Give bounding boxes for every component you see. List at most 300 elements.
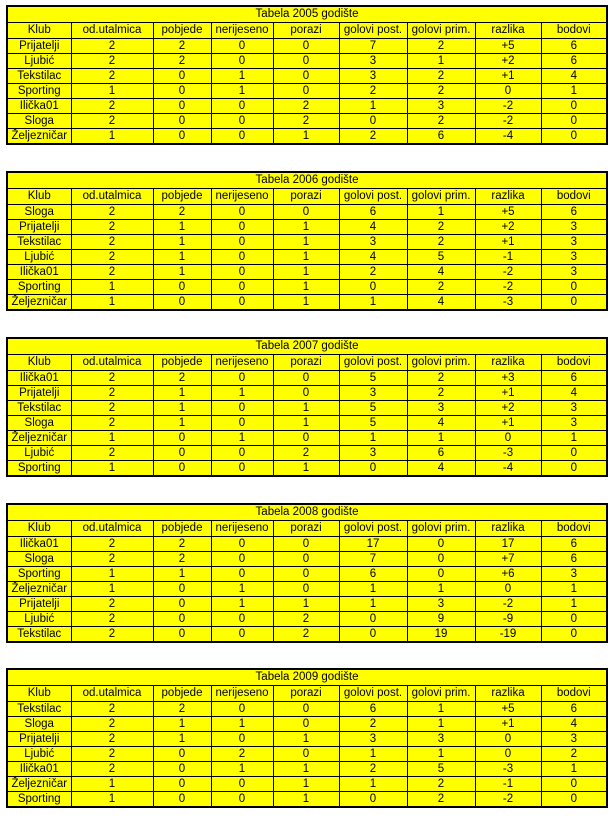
stat-cell: 0 — [211, 371, 273, 386]
table-title: Tabela 2007 godište — [7, 338, 607, 355]
table-title: Tabela 2009 godište — [7, 669, 607, 686]
table-row — [7, 552, 607, 567]
standings-table — [6, 668, 608, 808]
club-name-cell: Tekstilac — [7, 627, 71, 643]
table-row — [7, 747, 607, 762]
stat-cell: 1 — [153, 235, 211, 250]
stat-cell: 2 — [407, 280, 475, 295]
stat-cell: +1 — [475, 235, 541, 250]
stat-cell: +2 — [475, 220, 541, 235]
stat-cell: 1 — [71, 582, 153, 597]
stat-cell: 9 — [407, 612, 475, 627]
stat-cell: 2 — [71, 54, 153, 69]
stat-cell: 6 — [407, 446, 475, 461]
stat-cell: 0 — [211, 99, 273, 114]
stat-cell: 3 — [541, 401, 607, 416]
stat-cell: 1 — [153, 401, 211, 416]
stat-cell: 3 — [339, 235, 407, 250]
stat-cell: 5 — [407, 250, 475, 265]
stat-cell: 1 — [153, 265, 211, 280]
column-header: razlika — [475, 521, 541, 537]
stat-cell: 1 — [211, 431, 273, 446]
club-name-cell: Sporting — [7, 84, 71, 99]
stat-cell: 2 — [71, 416, 153, 431]
stat-cell: 1 — [211, 762, 273, 777]
stat-cell: 1 — [273, 762, 339, 777]
table-row — [7, 280, 607, 295]
table-row — [7, 84, 607, 99]
stat-cell: 1 — [273, 280, 339, 295]
club-name-cell: Ilička01 — [7, 762, 71, 777]
stat-cell: 1 — [407, 431, 475, 446]
stat-cell: +5 — [475, 702, 541, 717]
table-row — [7, 265, 607, 280]
stat-cell: 2 — [153, 205, 211, 220]
stat-cell: 1 — [273, 792, 339, 808]
club-name-cell: Prijatelji — [7, 220, 71, 235]
column-header: od.utalmica — [71, 189, 153, 205]
stat-cell: 1 — [273, 777, 339, 792]
table-row — [7, 54, 607, 69]
stat-cell: 0 — [339, 792, 407, 808]
table-row — [7, 582, 607, 597]
standings-table — [6, 503, 608, 643]
stat-cell: 0 — [153, 627, 211, 643]
stat-cell: 2 — [153, 702, 211, 717]
table-title: Tabela 2008 godište — [7, 504, 607, 521]
stat-cell: +1 — [475, 416, 541, 431]
column-header: Klub — [7, 23, 71, 39]
table-row — [7, 39, 607, 54]
column-header: razlika — [475, 355, 541, 371]
stat-cell: 2 — [71, 265, 153, 280]
stat-cell: 0 — [153, 747, 211, 762]
stat-cell: 0 — [153, 446, 211, 461]
stat-cell: 0 — [211, 295, 273, 311]
stat-cell: 1 — [153, 717, 211, 732]
stat-cell: 1 — [273, 461, 339, 477]
stat-cell: 0 — [273, 537, 339, 552]
table-row — [7, 371, 607, 386]
stat-cell: 1 — [273, 250, 339, 265]
stat-cell: 1 — [211, 69, 273, 84]
stat-cell: 2 — [407, 792, 475, 808]
stat-cell: 0 — [211, 446, 273, 461]
stat-cell: 2 — [153, 537, 211, 552]
stat-cell: -19 — [475, 627, 541, 643]
stat-cell: -2 — [475, 792, 541, 808]
stat-cell: 0 — [211, 220, 273, 235]
stat-cell: 1 — [273, 597, 339, 612]
stat-cell: 3 — [541, 220, 607, 235]
stat-cell: 3 — [541, 265, 607, 280]
stat-cell: 0 — [211, 401, 273, 416]
stat-cell: 0 — [211, 567, 273, 582]
stat-cell: 17 — [339, 537, 407, 552]
table-row — [7, 205, 607, 220]
stat-cell: 0 — [339, 612, 407, 627]
stat-cell: 6 — [339, 567, 407, 582]
stat-cell: 2 — [153, 39, 211, 54]
column-header: bodovi — [541, 23, 607, 39]
stat-cell: 3 — [407, 597, 475, 612]
stat-cell: -1 — [475, 777, 541, 792]
table-row — [7, 567, 607, 582]
stat-cell: 1 — [71, 431, 153, 446]
stat-cell: 2 — [407, 235, 475, 250]
stat-cell: 0 — [153, 597, 211, 612]
column-header: golovi post. — [339, 189, 407, 205]
stat-cell: 2 — [339, 265, 407, 280]
club-name-cell: Ilička01 — [7, 371, 71, 386]
stat-cell: 2 — [273, 627, 339, 643]
stat-cell: 0 — [541, 280, 607, 295]
stat-cell: 0 — [273, 702, 339, 717]
stat-cell: 4 — [339, 220, 407, 235]
stat-cell: 1 — [541, 582, 607, 597]
club-name-cell: Ljubić — [7, 250, 71, 265]
stat-cell: 0 — [211, 416, 273, 431]
column-header: golovi post. — [339, 521, 407, 537]
stat-cell: +6 — [475, 567, 541, 582]
stat-cell: 0 — [211, 129, 273, 145]
stat-cell: 1 — [339, 99, 407, 114]
stat-cell: 1 — [273, 220, 339, 235]
stat-cell: 2 — [153, 371, 211, 386]
stat-cell: 3 — [407, 732, 475, 747]
stat-cell: 1 — [273, 416, 339, 431]
stat-cell: 0 — [541, 777, 607, 792]
stat-cell: 3 — [339, 446, 407, 461]
stat-cell: 6 — [541, 205, 607, 220]
stat-cell: 1 — [273, 235, 339, 250]
column-header: razlika — [475, 189, 541, 205]
stat-cell: 2 — [153, 552, 211, 567]
club-name-cell: Sporting — [7, 792, 71, 808]
column-header: pobjede — [153, 189, 211, 205]
stat-cell: 1 — [71, 84, 153, 99]
stat-cell: 0 — [407, 537, 475, 552]
column-header: Klub — [7, 355, 71, 371]
stat-cell: 1 — [541, 762, 607, 777]
stat-cell: 4 — [339, 250, 407, 265]
stat-cell: 1 — [71, 295, 153, 311]
club-name-cell: Ljubić — [7, 446, 71, 461]
stat-cell: 0 — [541, 612, 607, 627]
column-header: golovi prim. — [407, 521, 475, 537]
column-header: porazi — [273, 686, 339, 702]
stat-cell: 2 — [71, 39, 153, 54]
stat-cell: -3 — [475, 762, 541, 777]
stat-cell: 1 — [71, 129, 153, 145]
stat-cell: 0 — [475, 747, 541, 762]
stat-cell: 1 — [211, 84, 273, 99]
stat-cell: 0 — [153, 114, 211, 129]
stat-cell: 1 — [273, 295, 339, 311]
stat-cell: 0 — [153, 461, 211, 477]
club-name-cell: Tekstilac — [7, 702, 71, 717]
column-header: pobjede — [153, 355, 211, 371]
stat-cell: 0 — [273, 747, 339, 762]
stat-cell: 0 — [273, 431, 339, 446]
table-row — [7, 431, 607, 446]
standings-table — [6, 5, 608, 145]
column-header: golovi prim. — [407, 355, 475, 371]
stat-cell: 0 — [153, 84, 211, 99]
stat-cell: 1 — [153, 567, 211, 582]
table-row — [7, 627, 607, 643]
stat-cell: 3 — [339, 732, 407, 747]
stat-cell: 4 — [407, 416, 475, 431]
column-header: od.utalmica — [71, 686, 153, 702]
stat-cell: 0 — [339, 461, 407, 477]
stat-cell: 2 — [71, 552, 153, 567]
stat-cell: 0 — [153, 129, 211, 145]
column-header: golovi post. — [339, 355, 407, 371]
stat-cell: 0 — [211, 461, 273, 477]
stat-cell: 1 — [339, 777, 407, 792]
stat-cell: 1 — [273, 265, 339, 280]
stat-cell: 0 — [153, 295, 211, 311]
stat-cell: 4 — [407, 461, 475, 477]
stat-cell: 0 — [541, 99, 607, 114]
stat-cell: 1 — [339, 431, 407, 446]
stat-cell: 7 — [339, 39, 407, 54]
stat-cell: 1 — [407, 702, 475, 717]
stat-cell: -2 — [475, 280, 541, 295]
stat-cell: 1 — [273, 732, 339, 747]
stat-cell: 0 — [211, 777, 273, 792]
stat-cell: 2 — [71, 401, 153, 416]
club-name-cell: Ljubić — [7, 612, 71, 627]
stat-cell: 6 — [339, 205, 407, 220]
club-name-cell: Sporting — [7, 280, 71, 295]
table-row — [7, 386, 607, 401]
table-row — [7, 612, 607, 627]
column-header: nerijeseno — [211, 355, 273, 371]
table-row — [7, 235, 607, 250]
stat-cell: 6 — [407, 129, 475, 145]
stat-cell: 6 — [541, 39, 607, 54]
stat-cell: 2 — [71, 205, 153, 220]
stat-cell: 2 — [71, 114, 153, 129]
table-title: Tabela 2006 godište — [7, 172, 607, 189]
stat-cell: 0 — [273, 39, 339, 54]
club-name-cell: Sloga — [7, 552, 71, 567]
stat-cell: 1 — [407, 54, 475, 69]
club-name-cell: Sloga — [7, 416, 71, 431]
stat-cell: 1 — [71, 567, 153, 582]
stat-cell: 0 — [541, 295, 607, 311]
stat-cell: 0 — [541, 627, 607, 643]
stat-cell: 0 — [153, 612, 211, 627]
stat-cell: 3 — [541, 732, 607, 747]
stat-cell: 0 — [339, 627, 407, 643]
stat-cell: 0 — [541, 114, 607, 129]
stat-cell: 1 — [153, 250, 211, 265]
stat-cell: 3 — [541, 416, 607, 431]
stat-cell: 0 — [541, 792, 607, 808]
stat-cell: 1 — [71, 280, 153, 295]
column-header: Klub — [7, 189, 71, 205]
stat-cell: 0 — [273, 386, 339, 401]
stat-cell: 1 — [407, 717, 475, 732]
stat-cell: 2 — [71, 220, 153, 235]
stat-cell: 2 — [71, 99, 153, 114]
column-header: bodovi — [541, 355, 607, 371]
stat-cell: 5 — [339, 401, 407, 416]
stat-cell: 0 — [475, 431, 541, 446]
standings-table — [6, 337, 608, 477]
stat-cell: -9 — [475, 612, 541, 627]
table-row — [7, 295, 607, 311]
stat-cell: 7 — [339, 552, 407, 567]
column-header: razlika — [475, 686, 541, 702]
stat-cell: -2 — [475, 265, 541, 280]
stat-cell: 1 — [273, 129, 339, 145]
stat-cell: +5 — [475, 205, 541, 220]
column-header: golovi post. — [339, 686, 407, 702]
stat-cell: 1 — [211, 717, 273, 732]
stat-cell: 6 — [541, 702, 607, 717]
stat-cell: 1 — [153, 386, 211, 401]
stat-cell: 19 — [407, 627, 475, 643]
column-header: porazi — [273, 355, 339, 371]
club-name-cell: Sporting — [7, 567, 71, 582]
stat-cell: -2 — [475, 114, 541, 129]
club-name-cell: Prijatelji — [7, 732, 71, 747]
column-header: porazi — [273, 189, 339, 205]
stat-cell: 2 — [71, 717, 153, 732]
table-row — [7, 446, 607, 461]
column-header: bodovi — [541, 521, 607, 537]
stat-cell: 0 — [541, 446, 607, 461]
stat-cell: 3 — [541, 250, 607, 265]
stat-cell: 3 — [407, 99, 475, 114]
stat-cell: 1 — [541, 84, 607, 99]
stat-cell: 0 — [153, 69, 211, 84]
table-row — [7, 762, 607, 777]
stat-cell: 0 — [475, 84, 541, 99]
stat-cell: 0 — [211, 250, 273, 265]
stat-cell: 2 — [71, 235, 153, 250]
stat-cell: 2 — [71, 732, 153, 747]
club-name-cell: Prijatelji — [7, 597, 71, 612]
stat-cell: 2 — [407, 371, 475, 386]
column-header: pobjede — [153, 686, 211, 702]
stat-cell: 2 — [339, 129, 407, 145]
column-header: golovi prim. — [407, 189, 475, 205]
club-name-cell: Željezničar — [7, 129, 71, 145]
stat-cell: -3 — [475, 446, 541, 461]
stat-cell: 0 — [273, 567, 339, 582]
stat-cell: -4 — [475, 129, 541, 145]
column-header: od.utalmica — [71, 23, 153, 39]
stat-cell: 4 — [541, 717, 607, 732]
table-row — [7, 114, 607, 129]
club-name-cell: Tekstilac — [7, 401, 71, 416]
stat-cell: 0 — [153, 762, 211, 777]
club-name-cell: Željezničar — [7, 295, 71, 311]
club-name-cell: Sloga — [7, 114, 71, 129]
club-name-cell: Sporting — [7, 461, 71, 477]
stat-cell: 2 — [71, 250, 153, 265]
column-header: Klub — [7, 686, 71, 702]
stat-cell: 0 — [211, 280, 273, 295]
column-header: porazi — [273, 521, 339, 537]
stat-cell: +1 — [475, 717, 541, 732]
stat-cell: 2 — [71, 597, 153, 612]
column-header: od.utalmica — [71, 521, 153, 537]
stat-cell: 0 — [211, 265, 273, 280]
stat-cell: 3 — [541, 235, 607, 250]
column-header: nerijeseno — [211, 686, 273, 702]
stat-cell: 2 — [339, 762, 407, 777]
stat-cell: 0 — [211, 235, 273, 250]
stat-cell: 2 — [273, 612, 339, 627]
club-name-cell: Ljubić — [7, 747, 71, 762]
club-name-cell: Sloga — [7, 717, 71, 732]
stat-cell: 0 — [541, 129, 607, 145]
stat-cell: 0 — [211, 792, 273, 808]
stat-cell: 2 — [71, 762, 153, 777]
stat-cell: 4 — [541, 69, 607, 84]
stat-cell: 6 — [541, 537, 607, 552]
stat-cell: 0 — [211, 627, 273, 643]
stat-cell: 4 — [407, 295, 475, 311]
stat-cell: 2 — [407, 39, 475, 54]
stat-cell: -3 — [475, 295, 541, 311]
stat-cell: 1 — [71, 777, 153, 792]
stat-cell: 0 — [407, 552, 475, 567]
stat-cell: +3 — [475, 371, 541, 386]
column-header: nerijeseno — [211, 521, 273, 537]
club-name-cell: Željezničar — [7, 582, 71, 597]
column-header: pobjede — [153, 521, 211, 537]
stat-cell: 4 — [541, 386, 607, 401]
stat-cell: 0 — [541, 461, 607, 477]
stat-cell: 6 — [541, 54, 607, 69]
stat-cell: 0 — [153, 582, 211, 597]
stat-cell: 2 — [71, 69, 153, 84]
stat-cell: 2 — [339, 84, 407, 99]
stat-cell: 0 — [339, 114, 407, 129]
stat-cell: 1 — [339, 597, 407, 612]
stat-cell: 2 — [407, 777, 475, 792]
stat-cell: 0 — [273, 371, 339, 386]
table-row — [7, 250, 607, 265]
stat-cell: 6 — [339, 702, 407, 717]
table-title: Tabela 2005 godište — [7, 6, 607, 23]
table-row — [7, 537, 607, 552]
stat-cell: 2 — [407, 114, 475, 129]
stat-cell: 0 — [273, 582, 339, 597]
stat-cell: 0 — [273, 205, 339, 220]
table-row — [7, 69, 607, 84]
table-row — [7, 416, 607, 431]
stat-cell: 1 — [71, 461, 153, 477]
stat-cell: 2 — [211, 747, 273, 762]
table-row — [7, 99, 607, 114]
column-header: od.utalmica — [71, 355, 153, 371]
stat-cell: 2 — [71, 446, 153, 461]
column-header: razlika — [475, 23, 541, 39]
stat-cell: 2 — [71, 747, 153, 762]
stat-cell: 0 — [273, 69, 339, 84]
club-name-cell: Tekstilac — [7, 235, 71, 250]
stat-cell: 1 — [407, 582, 475, 597]
club-name-cell: Željezničar — [7, 777, 71, 792]
